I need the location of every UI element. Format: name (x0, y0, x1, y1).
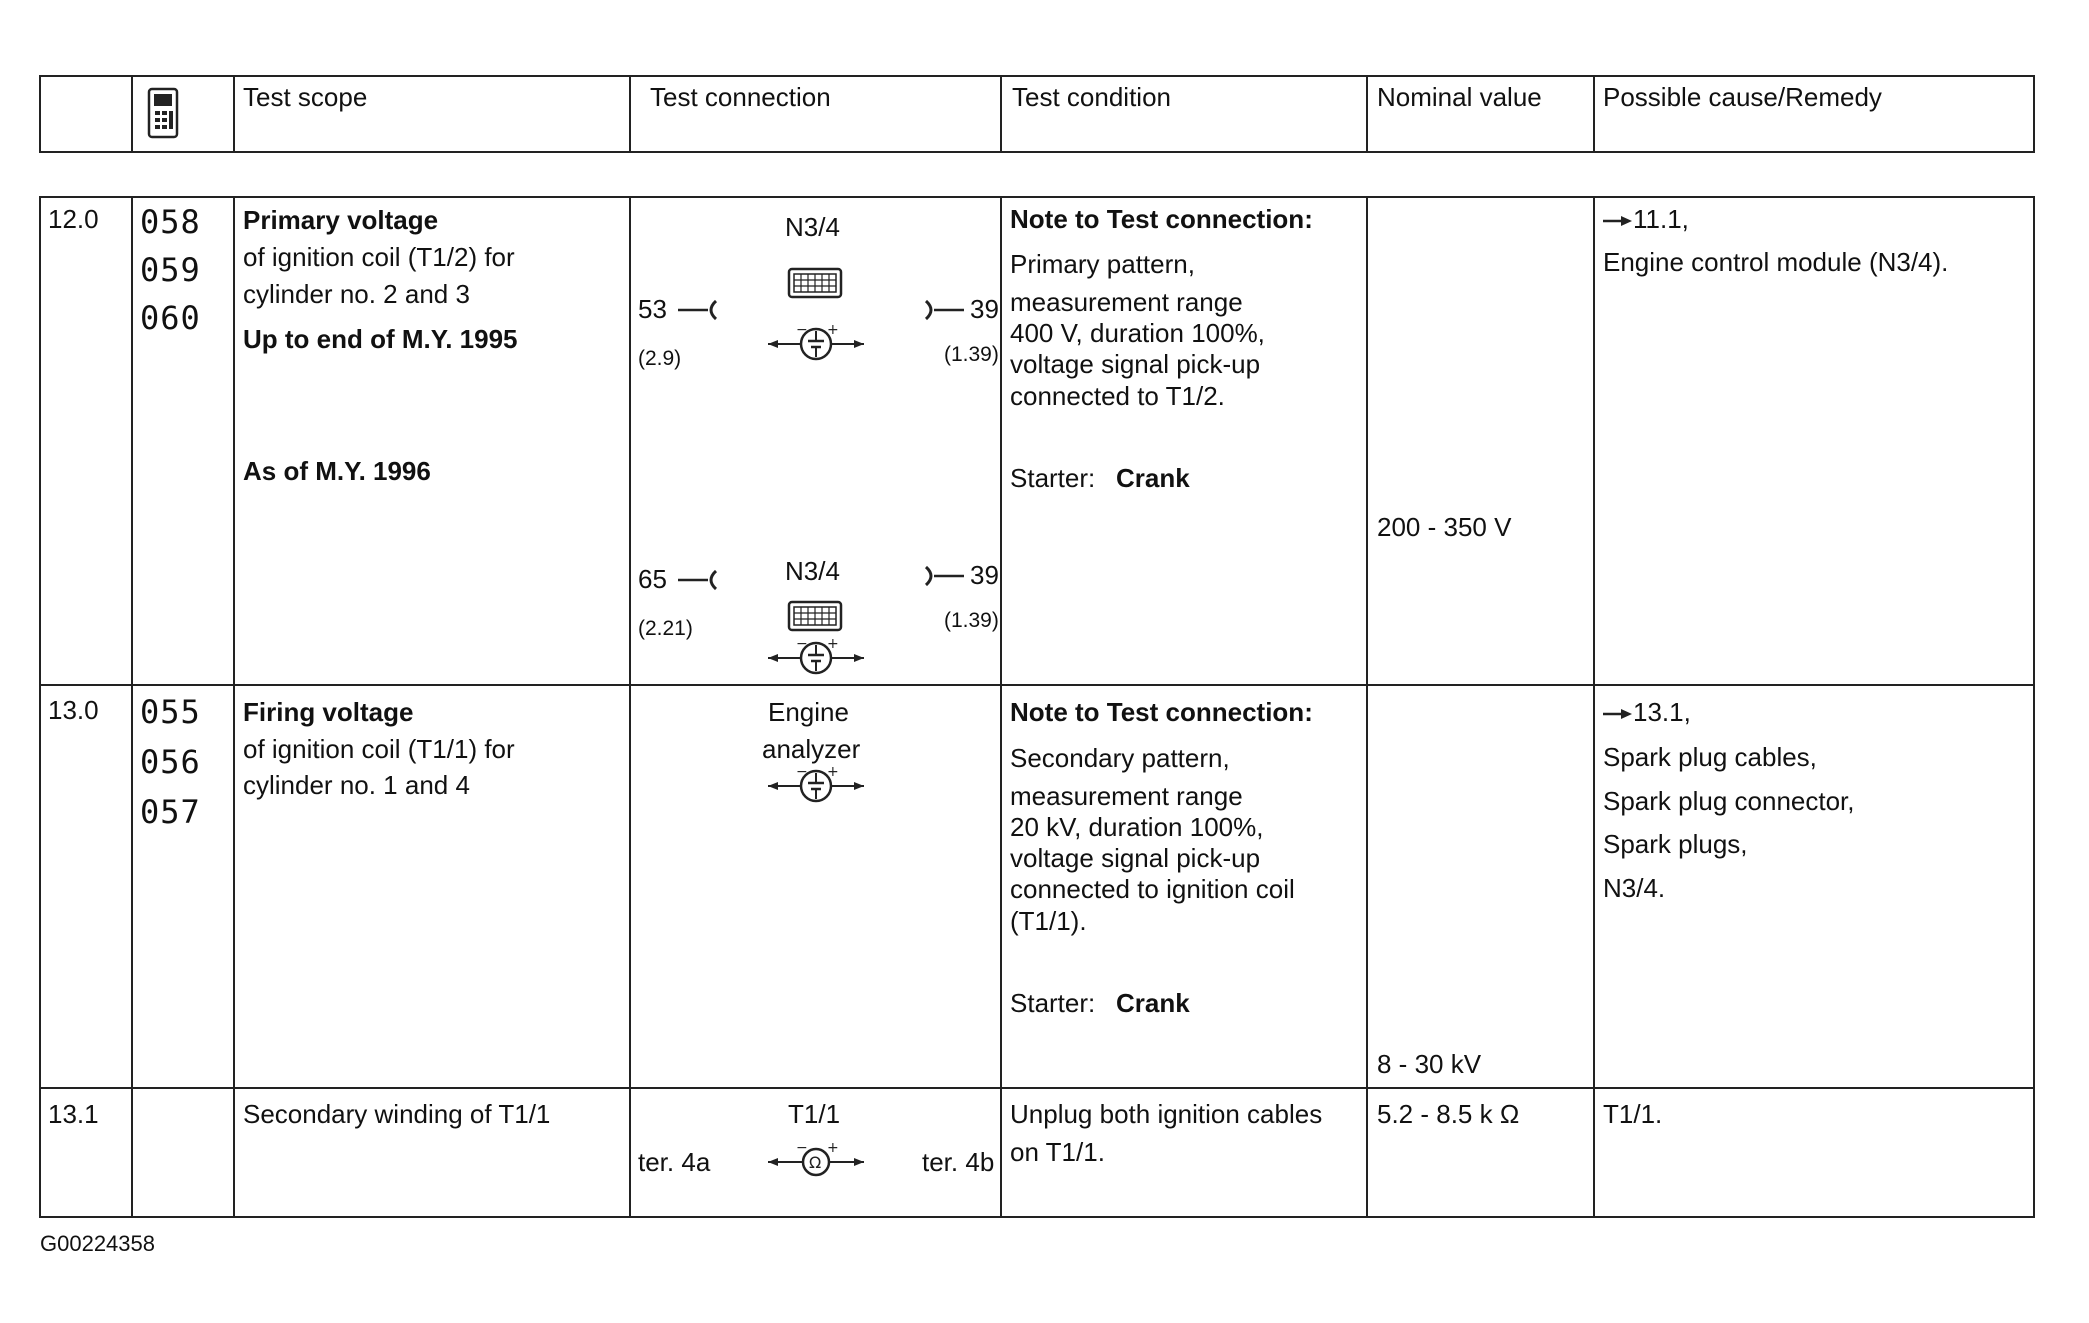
condition-heading: Note to Test connection: (1010, 204, 1313, 234)
svg-text:+: + (827, 322, 839, 338)
header-nominal-value: Nominal value (1377, 82, 1542, 112)
scope-subtitle: As of M.Y. 1996 (243, 456, 431, 486)
svg-text:−: − (796, 322, 808, 338)
nominal-value: 5.2 - 8.5 k Ω (1377, 1099, 1520, 1129)
condition-line: measurement range (1010, 781, 1243, 811)
wiring-reference: (1.39) (944, 609, 999, 632)
starter-label: Starter: (1010, 463, 1096, 493)
svg-text:+: + (827, 1140, 839, 1156)
cause-line: Spark plugs, (1603, 829, 1748, 859)
cause-line: N3/4. (1603, 873, 1666, 903)
condition-line: connected to ignition coil (1010, 874, 1295, 904)
cause-line: Spark plug connector, (1603, 786, 1855, 816)
starter-value: Crank (1116, 988, 1190, 1018)
condition-line: 20 kV, duration 100%, (1010, 812, 1264, 842)
step-number: 12.0 (48, 204, 99, 234)
code-055: 055 (140, 693, 201, 731)
scope-title: Primary voltage (243, 205, 439, 235)
ecu-connector-icon (788, 601, 842, 633)
starter-label: Starter: (1010, 988, 1096, 1018)
scope-line: of ignition coil (T1/1) for (243, 734, 515, 764)
condition-line: Secondary pattern, (1010, 743, 1230, 773)
figure-id: G00224358 (40, 1231, 155, 1256)
code-059: 059 (140, 251, 201, 289)
nominal-value: 8 - 30 kV (1377, 1049, 1482, 1079)
condition-line: on T1/1. (1010, 1137, 1105, 1167)
voltmeter-icon (766, 322, 866, 362)
connection-line: analyzer (762, 734, 861, 764)
cause-reference-text: 13.1, (1633, 697, 1691, 727)
terminal-label: ter. 4b (922, 1147, 995, 1177)
code-060: 060 (140, 299, 201, 337)
scope-title: Firing voltage (243, 697, 414, 727)
voltmeter-icon (766, 636, 866, 676)
cause-line: Spark plug cables, (1603, 742, 1817, 772)
scope-subtitle: Up to end of M.Y. 1995 (243, 324, 518, 354)
wiring-reference: (2.21) (638, 617, 693, 640)
svg-text:+: + (827, 636, 839, 652)
condition-line: 400 V, duration 100%, (1010, 318, 1265, 348)
ecu-connector-icon (788, 268, 842, 300)
code-058: 058 (140, 203, 201, 241)
scope-title: Secondary winding of T1/1 (243, 1099, 551, 1129)
wiring-reference: (2.9) (638, 347, 682, 370)
cause-reference-text: 11.1, (1633, 204, 1689, 234)
condition-heading: Note to Test connection: (1010, 697, 1313, 727)
condition-line: measurement range (1010, 287, 1243, 317)
code-056: 056 (140, 743, 201, 781)
condition-line: Unplug both ignition cables (1010, 1099, 1323, 1129)
condition-line: connected to T1/2. (1010, 381, 1225, 411)
condition-line: voltage signal pick-up (1010, 349, 1261, 379)
pin-number: 39 (970, 560, 999, 590)
scope-line: cylinder no. 2 and 3 (243, 279, 470, 309)
svg-text:−: − (796, 636, 808, 652)
header-test-condition: Test condition (1012, 82, 1171, 112)
voltmeter-icon (766, 764, 866, 804)
cause-reference (1603, 204, 1689, 234)
pin-number: 53 (638, 294, 667, 324)
cause-reference (1603, 697, 1691, 727)
socket-right-icon (922, 298, 966, 322)
arrow-right-icon (1603, 707, 1633, 721)
header-test-connection: Test connection (650, 82, 831, 112)
condition-line: voltage signal pick-up (1010, 843, 1261, 873)
svg-text:−: − (796, 1140, 808, 1156)
condition-line: Primary pattern, (1010, 249, 1195, 279)
cause-line: T1/1. (1603, 1099, 1663, 1129)
nominal-value: 200 - 350 V (1377, 512, 1512, 542)
svg-text:−: − (796, 764, 808, 780)
module-label: N3/4 (785, 212, 840, 242)
step-number: 13.0 (48, 695, 99, 725)
arrow-right-icon (1603, 214, 1633, 228)
module-label: T1/1 (788, 1099, 841, 1129)
pin-number: 65 (638, 564, 667, 594)
scope-line: of ignition coil (T1/2) for (243, 242, 515, 272)
socket-left-icon (676, 298, 720, 322)
terminal-label: ter. 4a (638, 1147, 711, 1177)
header-test-scope: Test scope (243, 82, 368, 112)
ohmmeter-icon (766, 1140, 866, 1180)
connection-line: Engine (768, 697, 849, 727)
starter-value: Crank (1116, 463, 1190, 493)
module-label: N3/4 (785, 556, 840, 586)
pin-number: 39 (970, 294, 999, 324)
code-057: 057 (140, 793, 201, 831)
scope-line: cylinder no. 1 and 4 (243, 770, 470, 800)
wiring-reference: (1.39) (944, 343, 999, 366)
header-possible-cause: Possible cause/Remedy (1603, 82, 1882, 112)
socket-right-icon (922, 564, 966, 588)
svg-text:Ω: Ω (809, 1153, 822, 1172)
tester-device-icon (146, 87, 180, 139)
socket-left-icon (676, 568, 720, 592)
condition-line: (T1/1). (1010, 906, 1087, 936)
cause-line: Engine control module (N3/4). (1603, 247, 1949, 277)
step-number: 13.1 (48, 1099, 99, 1129)
svg-text:+: + (827, 764, 839, 780)
